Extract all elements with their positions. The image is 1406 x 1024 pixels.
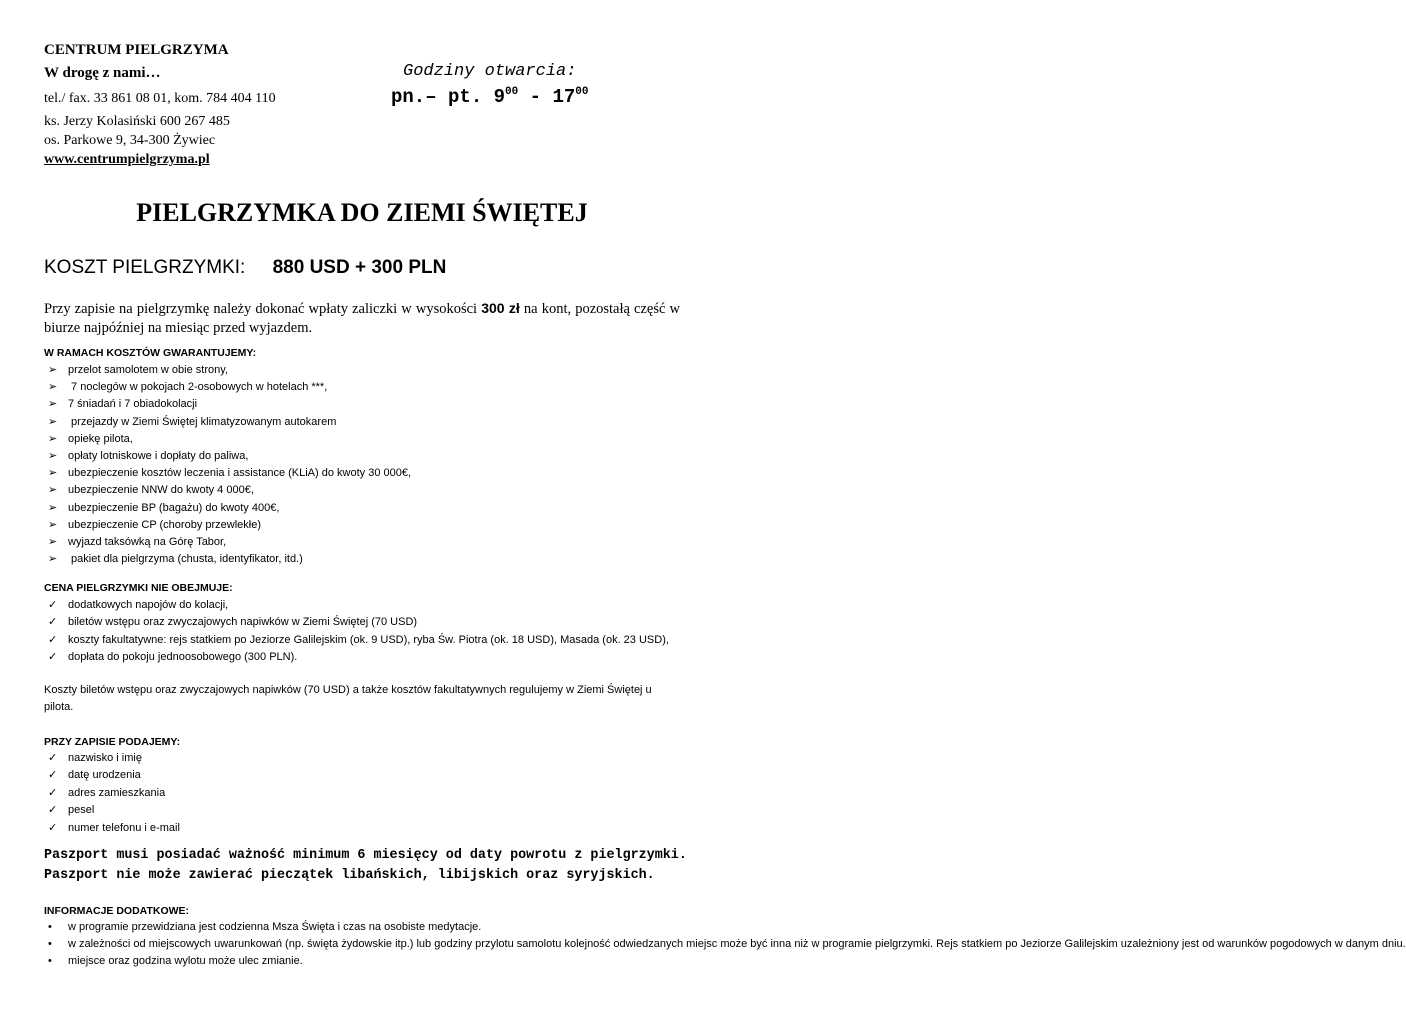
- list-item: [44, 379, 411, 396]
- deposit-text-before: Przy zapisie na pielgrzymkę należy dokonać wpłaty zaliczki w wysokości: [44, 301, 482, 317]
- list-item: [44, 614, 669, 631]
- checkmark-icon: ✓: [48, 633, 58, 646]
- arrow-bullet-icon: ➢: [48, 518, 58, 531]
- arrow-bullet-icon: ➢: [48, 449, 58, 462]
- list-item: [44, 767, 180, 784]
- arrow-bullet-icon: ➢: [48, 398, 58, 411]
- list-item-text: biletów wstępu oraz zwyczajowych napiwków w Ziemi Świętej (70 USD): [68, 616, 418, 629]
- opening-sep: -: [518, 86, 553, 108]
- list-item-text: miejsce oraz godzina wylotu może ulec zmianie.: [68, 955, 303, 968]
- included-list: [44, 362, 411, 568]
- bullet-icon: •: [48, 921, 52, 933]
- website-link[interactable]: www.centrumpielgrzyma.pl: [44, 152, 210, 167]
- arrow-bullet-icon: ➢: [48, 467, 58, 480]
- list-item: [44, 414, 411, 431]
- arrow-bullet-icon: ➢: [48, 415, 58, 428]
- list-item-text: opiekę pilota,: [68, 432, 133, 445]
- list-item: [44, 431, 411, 448]
- address: os. Parkowe 9, 34-300 Żywiec: [44, 133, 216, 148]
- list-item-text: przelot samolotem w obie strony,: [68, 364, 228, 376]
- checkmark-icon: ✓: [48, 786, 58, 799]
- excluded-heading: CENA PIELGRZYMKI NIE OBEJMUJE:: [44, 582, 233, 594]
- list-item: [44, 820, 180, 837]
- checkmark-icon: ✓: [48, 651, 58, 664]
- checkmark-icon: ✓: [48, 769, 58, 782]
- list-item: [44, 551, 411, 568]
- bullet-icon: •: [48, 938, 52, 951]
- list-item: [44, 597, 669, 614]
- registration-list: [44, 750, 180, 837]
- list-item-text: opłaty lotniskowe i dopłaty do paliwa,: [68, 449, 249, 462]
- organization-name: CENTRUM PIELGRZYMA: [44, 42, 229, 58]
- deposit-amount: 300 zł: [481, 300, 520, 316]
- list-item-text: numer telefonu i e-mail: [68, 821, 180, 834]
- list-item: [44, 953, 684, 970]
- list-item-text: ubezpieczenie CP (choroby przewlekłe): [68, 518, 262, 531]
- list-item-text: pesel: [68, 804, 95, 817]
- list-item-text: wyjazd taksówką na Górę Tabor,: [68, 535, 227, 548]
- list-item: [44, 802, 180, 819]
- list-item: [44, 649, 669, 666]
- registration-heading: PRZY ZAPISIE PODAJEMY:: [44, 736, 181, 748]
- info-heading: INFORMACJE DODATKOWE:: [44, 905, 190, 917]
- list-item: [44, 517, 411, 534]
- opening-days: pn.– pt.: [391, 86, 483, 108]
- opening-to-hour: 17: [552, 86, 576, 108]
- phone-fax: tel./ fax. 33 861 08 01, kom. 784 404 110: [44, 91, 276, 106]
- tips-note: Koszty biletów wstępu oraz zwyczajowych napiwków (70 USD) a także kosztów fakultatywnych regulujemy w Ziemi Świętej u pilota.: [44, 684, 652, 713]
- list-item-text: w zależności od miejscowych uwarunkowań (np. święta żydowskie itp.) lub godziny przylotu samolotu kolejność odwiedzanych miejsc może być inna niż w programie pielgrzymki. Rejs statkiem po Jeziorze Galilejskim uzależniony jest od warunków pogodowych w danym dniu.: [68, 938, 1406, 951]
- list-item-text: koszty fakultatywne: rejs statkiem po Jeziorze Galilejskim (ok. 9 USD), ryba Św. Piotra (ok. 18 USD), Masada (ok. 23 USD),: [68, 633, 669, 646]
- list-item-text: przejazdy w Ziemi Świętej klimatyzowanym autokarem: [68, 415, 337, 428]
- list-item: [44, 936, 1406, 953]
- list-item-text: 7 noclegów w pokojach 2-osobowych w hotelach ***,: [68, 381, 328, 394]
- checkmark-icon: ✓: [48, 599, 58, 611]
- cost-value: 880 USD + 300 PLN: [272, 257, 447, 278]
- list-item: [44, 448, 411, 465]
- list-item-text: datę urodzenia: [68, 769, 141, 782]
- bullet-icon: •: [48, 955, 52, 968]
- opening-hours-value: [391, 86, 588, 108]
- passport-stamps-note: Paszport nie może zawierać pieczątek libańskich, libijskich oraz syryjskich.: [44, 868, 655, 883]
- arrow-bullet-icon: ➢: [48, 381, 58, 394]
- list-item-text: w programie przewidziana jest codzienna Msza Święta i czas na osobiste medytacje.: [68, 921, 482, 933]
- arrow-bullet-icon: ➢: [48, 535, 58, 548]
- trip-cost: [44, 257, 446, 279]
- arrow-bullet-icon: ➢: [48, 432, 58, 445]
- opening-to-min: 00: [575, 86, 589, 98]
- page-title: PIELGRZYMKA DO ZIEMI ŚWIĘTEJ: [136, 198, 588, 227]
- opening-from-hour: 9: [493, 86, 506, 108]
- list-item-text: ubezpieczenie NNW do kwoty 4 000€,: [68, 484, 254, 497]
- included-heading: W RAMACH KOSZTÓW GWARANTUJEMY:: [44, 347, 257, 359]
- deposit-text-after: na kont, pozostałą część w biurze najpóźniej na miesiąc przed wyjazdem.: [44, 301, 681, 336]
- tagline: W drogę z nami…: [44, 65, 161, 81]
- list-item-text: dodatkowych napojów do kolacji,: [68, 599, 229, 611]
- checkmark-icon: ✓: [48, 752, 58, 764]
- list-item-text: adres zamieszkania: [68, 786, 166, 799]
- opening-from-min: 00: [505, 86, 519, 98]
- list-item-text: pakiet dla pielgrzyma (chusta, identyfikator, itd.): [68, 553, 303, 566]
- arrow-bullet-icon: ➢: [48, 484, 58, 497]
- arrow-bullet-icon: ➢: [48, 553, 58, 566]
- deposit-paragraph: [44, 299, 680, 338]
- checkmark-icon: ✓: [48, 616, 58, 629]
- list-item: [44, 785, 180, 802]
- checkmark-icon: ✓: [48, 804, 58, 817]
- list-item: [44, 465, 411, 482]
- list-item: [44, 500, 411, 517]
- list-item: [44, 632, 669, 649]
- info-list: [44, 919, 1406, 971]
- list-item: [44, 396, 411, 413]
- checkmark-icon: ✓: [48, 821, 58, 834]
- list-item: [44, 482, 411, 499]
- cost-label: KOSZT PIELGRZYMKI:: [44, 257, 246, 278]
- list-item-text: dopłata do pokoju jednoosobowego (300 PLN).: [68, 651, 298, 664]
- opening-hours-label: Godziny otwarcia:: [403, 62, 577, 81]
- list-item: [44, 919, 684, 936]
- passport-validity-note: Paszport musi posiadać ważność minimum 6 miesięcy od daty powrotu z pielgrzymki.: [44, 848, 687, 863]
- priest-contact: ks. Jerzy Kolasiński 600 267 485: [44, 114, 230, 129]
- arrow-bullet-icon: ➢: [48, 364, 58, 376]
- list-item-text: ubezpieczenie BP (bagażu) do kwoty 400€,: [68, 501, 280, 514]
- list-item: [44, 362, 411, 379]
- arrow-bullet-icon: ➢: [48, 501, 58, 514]
- list-item-text: 7 śniadań i 7 obiadokolacji: [68, 398, 198, 411]
- list-item-text: ubezpieczenie kosztów leczenia i assistance (KLiA) do kwoty 30 000€,: [68, 467, 412, 480]
- list-item: [44, 750, 180, 767]
- excluded-list: [44, 597, 669, 667]
- list-item-text: nazwisko i imię: [68, 752, 142, 764]
- list-item: [44, 534, 411, 551]
